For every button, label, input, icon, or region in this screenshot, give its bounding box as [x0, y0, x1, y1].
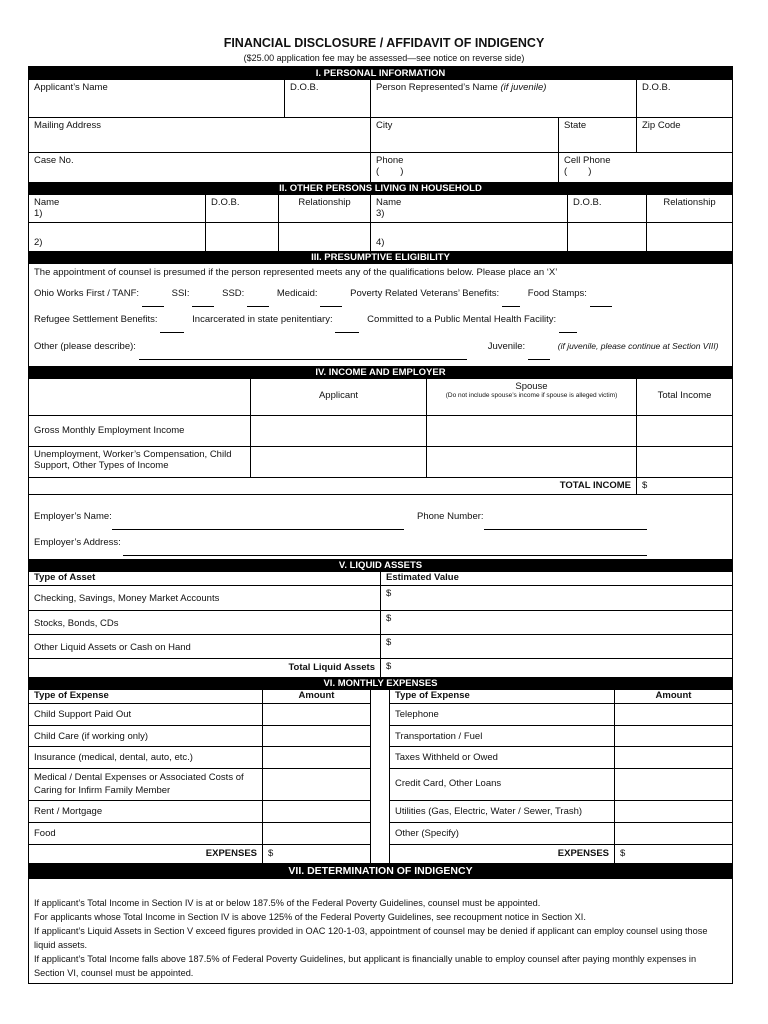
phone-area-code: ( ) [376, 166, 404, 177]
expense-left-5-label: Rent / Mortgage [34, 806, 103, 817]
applicant-name-label: Applicant’s Name [34, 82, 108, 93]
expense-right-2-label: Transportation / Fuel [395, 731, 483, 742]
section-6-heading: VI. MONTHLY EXPENSES [29, 677, 732, 690]
eligibility-line-3 [34, 333, 727, 359]
expense-right-5-label: Utilities (Gas, Electric, Water / Sewer, Trash) [395, 806, 583, 817]
phone-label: Phone [376, 155, 404, 166]
household-dob-4[interactable] [567, 223, 646, 251]
expense-left-1-amount[interactable] [262, 704, 370, 725]
indigency-text [29, 879, 732, 983]
household-num-3: 3) [376, 208, 385, 219]
s1-row-2 [29, 117, 732, 152]
household-num-4: 4) [376, 237, 385, 248]
medicaid-label: Medicaid: [276, 288, 318, 299]
juvenile-blank[interactable] [528, 350, 550, 360]
phone-number-blank[interactable] [484, 520, 647, 530]
indigency-p2: For applicants whose Total Income in Section IV is above 125% of the Federal Poverty Guidelines, see recoupment notice in Section XI. [34, 912, 586, 922]
s1-row-3 [29, 152, 732, 182]
ohio-works-label: Ohio Works First / TANF: [34, 288, 140, 299]
expense-left-5-amount[interactable] [262, 801, 370, 822]
form-subtitle: ($25.00 application fee may be assessed—see notice on reverse side) [243, 53, 525, 63]
expense-right-5-amount[interactable] [614, 801, 732, 822]
household-name-1[interactable] [29, 195, 205, 222]
household-dob-3[interactable] [567, 195, 646, 222]
income-applicant-label: Applicant [318, 390, 359, 401]
cell-area-code: ( ) [564, 166, 592, 177]
household-row-1 [29, 195, 732, 222]
expense-left-row-6 [29, 822, 370, 844]
total-assets-label-cell [29, 659, 380, 677]
indigency-p4: If applicant’s Total Income falls above 187.5% of Federal Poverty Guidelines, but applicant is financially unable to employ counsel after paying monthly expenses in Section VI, counsel must be appointed. [34, 954, 697, 978]
expenses-left-header [29, 690, 370, 703]
expense-left-3-label: Insurance (medical, dental, auto, etc.) [34, 752, 193, 763]
expense-right-row-6 [390, 822, 732, 844]
expense-amount-label-right: Amount [655, 690, 692, 701]
expenses-table [29, 690, 732, 863]
expense-left-6-amount[interactable] [262, 823, 370, 844]
income-other-applicant[interactable] [250, 447, 426, 477]
represented-dob-label: D.O.B. [642, 82, 671, 93]
total-income-field[interactable] [636, 478, 732, 494]
medicaid-blank[interactable] [320, 297, 342, 307]
income-other-row [29, 446, 732, 477]
expense-left-3-amount[interactable] [262, 747, 370, 768]
person-represented-field[interactable] [370, 80, 636, 117]
mental-health-label: Committed to a Public Mental Health Facility: [367, 314, 557, 325]
income-other-spouse[interactable] [426, 447, 636, 477]
expense-type-label-left: Type of Expense [34, 690, 109, 701]
refugee-blank[interactable] [160, 323, 184, 333]
mailing-address-label: Mailing Address [34, 120, 102, 131]
income-gross-total[interactable] [636, 416, 732, 446]
cell-phone-label: Cell Phone [564, 155, 611, 166]
eligibility-line-2 [34, 307, 727, 333]
expense-right-4-amount[interactable] [614, 769, 732, 800]
asset-2-value[interactable] [380, 611, 732, 634]
household-dob-label: D.O.B. [211, 197, 240, 208]
s1-row-1 [29, 80, 732, 117]
asset-1-label: Checking, Savings, Money Market Accounts [34, 593, 220, 604]
incarcerated-blank[interactable] [335, 323, 359, 333]
income-gross-applicant[interactable] [250, 416, 426, 446]
section-1-heading: I. PERSONAL INFORMATION [29, 67, 732, 80]
expenses-left-total-value[interactable] [262, 845, 370, 863]
expenses-left [29, 690, 370, 863]
total-income-label: TOTAL INCOME [559, 480, 631, 491]
expense-type-header-left [29, 690, 262, 703]
household-num-1: 1) [34, 208, 43, 219]
asset-row-1 [29, 585, 732, 610]
expense-type-label-right: Type of Expense [395, 690, 470, 701]
represented-dob-field[interactable] [636, 80, 732, 117]
expense-right-row-1 [390, 703, 732, 725]
total-assets-value[interactable] [380, 659, 732, 677]
veterans-label: Poverty Related Veterans’ Benefits: [350, 288, 500, 299]
mailing-address-field[interactable] [29, 118, 370, 152]
income-gross-label: Gross Monthly Employment Income [34, 425, 185, 436]
asset-3-label-cell [29, 635, 380, 658]
total-assets-dollar: $ [386, 661, 392, 672]
employer-name-label: Employer’s Name: [34, 511, 112, 522]
expense-right-6-label: Other (Specify) [395, 828, 459, 839]
ssd-blank[interactable] [247, 297, 269, 307]
household-dob-2[interactable] [205, 223, 278, 251]
applicant-dob-field[interactable] [284, 80, 370, 117]
asset-type-header [29, 572, 380, 585]
state-field[interactable] [558, 118, 636, 152]
juvenile-label: Juvenile: [487, 341, 526, 352]
zip-field[interactable] [636, 118, 732, 152]
applicant-dob-label: D.O.B. [290, 82, 319, 93]
expense-amount-header-left [262, 690, 370, 703]
asset-1-dollar: $ [386, 588, 392, 599]
ssd-label: SSD: [222, 288, 245, 299]
asset-row-2 [29, 610, 732, 634]
employer-address-line [34, 530, 727, 556]
income-total-label: Total Income [657, 390, 712, 401]
section-7-heading: VII. DETERMINATION OF INDIGENCY [29, 863, 732, 879]
affidavit-form [28, 66, 733, 984]
household-dob-label-2: D.O.B. [573, 197, 602, 208]
form-title: FINANCIAL DISCLOSURE / AFFIDAVIT OF INDIGENCY [223, 36, 545, 50]
expense-left-4-amount[interactable] [262, 769, 370, 800]
indigency-p3: If applicant’s Liquid Assets in Section V exceed figures provided in OAC 120-1-03, appointment of counsel may be denied if applicant can employ counsel using those liquid assets. [34, 926, 708, 950]
household-rel-label: Relationship [298, 197, 351, 208]
household-name-4[interactable] [370, 223, 567, 251]
total-income-dollar: $ [642, 480, 648, 491]
household-name-3[interactable] [370, 195, 567, 222]
ssi-label: SSI: [171, 288, 190, 299]
expense-left-4-label: Medical / Dental Expenses or Associated Costs of Caring for Infirm Family Member [34, 772, 244, 796]
incarcerated-label: Incarcerated in state penitentiary: [192, 314, 333, 325]
expense-left-6-label: Food [34, 828, 56, 839]
expense-right-3-label: Taxes Withheld or Owed [395, 752, 498, 763]
household-name-label-2: Name [376, 197, 402, 208]
expense-right-row-3 [390, 746, 732, 768]
assets-header-row [29, 572, 732, 585]
expense-right-row-2 [390, 725, 732, 746]
employer-address-blank[interactable] [123, 546, 647, 556]
income-other-label: Unemployment, Worker’s Compensation, Child Support, Other Types of Income [34, 449, 232, 471]
employer-name-line [34, 504, 727, 530]
asset-2-dollar: $ [386, 613, 392, 624]
expenses-left-total-row [29, 844, 370, 863]
asset-value-header [380, 572, 732, 585]
expense-right-6-amount[interactable] [614, 823, 732, 844]
expense-amount-header-right [614, 690, 732, 703]
income-gross-spouse[interactable] [426, 416, 636, 446]
income-other-total[interactable] [636, 447, 732, 477]
section-5-heading: V. LIQUID ASSETS [29, 559, 732, 572]
total-income-row [29, 477, 732, 494]
expense-right-row-5 [390, 800, 732, 822]
food-stamps-blank[interactable] [590, 297, 612, 307]
food-stamps-label: Food Stamps: [527, 288, 587, 299]
asset-1-value[interactable] [380, 586, 732, 610]
asset-3-dollar: $ [386, 637, 392, 648]
city-label: City [376, 120, 393, 131]
expense-right-1-amount[interactable] [614, 704, 732, 725]
expense-left-row-4 [29, 768, 370, 800]
asset-row-3 [29, 634, 732, 658]
expense-left-row-3 [29, 746, 370, 768]
refugee-label: Refugee Settlement Benefits: [34, 314, 158, 325]
household-dob-1[interactable] [205, 195, 278, 222]
indigency-p1: If applicant’s Total Income in Section IV is at or below 187.5% of the Federal Poverty Guidelines, counsel must be appointed. [34, 898, 541, 908]
income-spouse-header [426, 379, 636, 415]
expense-left-2-amount[interactable] [262, 726, 370, 746]
cell-phone-field[interactable] [558, 153, 732, 182]
household-rel-4[interactable] [646, 223, 732, 251]
expenses-right-total-label: EXPENSES [557, 848, 609, 859]
asset-3-label: Other Liquid Assets or Cash on Hand [34, 642, 191, 653]
asset-3-value[interactable] [380, 635, 732, 658]
section-4-heading: IV. INCOME AND EMPLOYER [29, 366, 732, 379]
expense-right-2-amount[interactable] [614, 726, 732, 746]
income-gross-label-cell [29, 416, 250, 446]
expenses-left-dollar: $ [268, 848, 274, 859]
phone-number-label: Phone Number: [417, 511, 484, 522]
expenses-right [390, 690, 732, 863]
mental-health-blank[interactable] [559, 323, 577, 333]
city-field[interactable] [370, 118, 558, 152]
expenses-right-total-value[interactable] [614, 845, 732, 863]
person-represented-label: Person Represented’s Name [376, 82, 498, 93]
state-label: State [564, 120, 587, 131]
veterans-blank[interactable] [502, 297, 520, 307]
expenses-right-header [390, 690, 732, 703]
ohio-works-blank[interactable] [142, 297, 164, 307]
household-name-2[interactable] [29, 223, 205, 251]
asset-2-label: Stocks, Bonds, CDs [34, 618, 119, 629]
employer-name-blank[interactable] [112, 520, 404, 530]
eligibility-intro: The appointment of counsel is presumed if the person represented meets any of the qualifications below. Please place an ‘X’ [34, 267, 558, 278]
employer-address-label: Employer’s Address: [34, 537, 121, 548]
asset-1-label-cell [29, 586, 380, 610]
total-income-label-cell [29, 478, 636, 494]
expense-left-2-label: Child Care (if working only) [34, 731, 149, 742]
expense-right-4-label: Credit Card, Other Loans [395, 778, 502, 789]
expense-right-1-label: Telephone [395, 709, 439, 720]
case-no-field[interactable] [29, 153, 370, 182]
section-2-heading: II. OTHER PERSONS LIVING IN HOUSEHOLD [29, 182, 732, 195]
phone-field[interactable] [370, 153, 558, 182]
household-rel-1[interactable] [278, 195, 370, 222]
asset-value-label: Estimated Value [386, 572, 459, 583]
juvenile-note: (if juvenile, please continue at Section VIII) [557, 341, 719, 351]
case-no-label: Case No. [34, 155, 74, 166]
income-applicant-header [250, 379, 426, 415]
income-other-label-cell [29, 447, 250, 477]
income-spouse-label: Spouse [515, 381, 548, 392]
household-row-2 [29, 222, 732, 251]
expense-amount-label-left: Amount [298, 690, 335, 701]
eligibility-block [29, 264, 732, 366]
expenses-divider [370, 690, 390, 863]
expense-left-row-5 [29, 800, 370, 822]
expense-left-row-2 [29, 725, 370, 746]
expense-left-row-1 [29, 703, 370, 725]
expense-type-header-right [390, 690, 614, 703]
zip-label: Zip Code [642, 120, 681, 131]
income-blank-header [29, 379, 250, 415]
expenses-right-dollar: $ [620, 848, 626, 859]
other-blank[interactable] [139, 350, 467, 360]
employer-block [29, 494, 732, 559]
section-3-heading: III. PRESUMPTIVE ELIGIBILITY [29, 251, 732, 264]
ssi-blank[interactable] [192, 297, 214, 307]
income-header-row [29, 379, 732, 415]
asset-2-label-cell [29, 611, 380, 634]
expense-right-row-4 [390, 768, 732, 800]
expenses-right-total-row [390, 844, 732, 863]
total-assets-row [29, 658, 732, 677]
income-gross-row [29, 415, 732, 446]
household-num-2: 2) [34, 237, 43, 248]
household-name-label: Name [34, 197, 60, 208]
total-assets-label: Total Liquid Assets [288, 662, 375, 673]
income-total-header [636, 379, 732, 415]
expenses-left-total-label: EXPENSES [205, 848, 257, 859]
asset-type-label: Type of Asset [34, 572, 96, 583]
household-rel-2[interactable] [278, 223, 370, 251]
household-rel-3[interactable] [646, 195, 732, 222]
expense-right-3-amount[interactable] [614, 747, 732, 768]
expense-left-1-label: Child Support Paid Out [34, 709, 132, 720]
if-juvenile-note: (if juvenile) [500, 82, 547, 93]
other-label: Other (please describe): [34, 341, 136, 352]
eligibility-line-1 [34, 281, 727, 307]
household-rel-label-2: Relationship [663, 197, 716, 208]
applicant-name-field[interactable] [29, 80, 284, 117]
income-spouse-note: (Do not include spouse’s income if spouse is alleged victim) [445, 392, 618, 399]
